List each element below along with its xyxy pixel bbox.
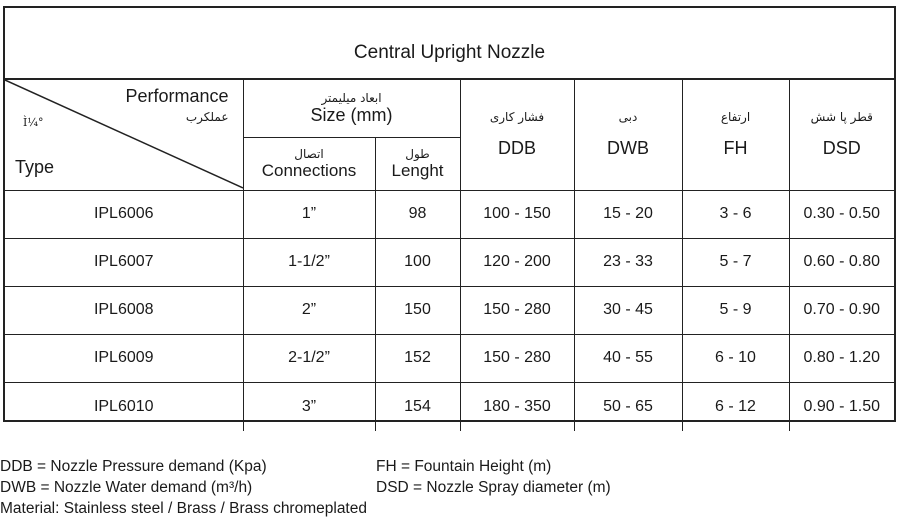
dwb-header	[574, 79, 682, 190]
fh-cell: 5 - 7	[682, 238, 789, 286]
table-row	[5, 286, 894, 334]
legend-ddb: DDB = Nozzle Pressure demand (Kpa)	[0, 458, 267, 475]
type-cell: IPL6008	[5, 286, 243, 334]
size-header	[243, 79, 460, 137]
spec-table	[5, 78, 894, 431]
length-cell: 150	[375, 286, 460, 334]
legend-row	[0, 456, 611, 477]
connection-cell: 3”	[243, 382, 375, 431]
fh-header	[682, 79, 789, 190]
type-cell: IPL6006	[5, 190, 243, 238]
dsd-cell: 0.90 - 1.50	[789, 382, 894, 431]
fh-cell: 6 - 10	[682, 334, 789, 382]
legend-row	[0, 477, 611, 498]
dwb-cell: 50 - 65	[574, 382, 682, 431]
ddb-header	[460, 79, 574, 190]
dsd-cell: 0.70 - 0.90	[789, 286, 894, 334]
dsd-cell: 0.60 - 0.80	[789, 238, 894, 286]
ddb-cell: 100 - 150	[460, 190, 574, 238]
dsd-cell: 0.80 - 1.20	[789, 334, 894, 382]
spec-table-frame	[3, 6, 896, 422]
legend	[0, 456, 611, 519]
dwb-label-fa: دبی	[618, 110, 638, 125]
length-cell: 98	[375, 190, 460, 238]
table-row	[5, 190, 894, 238]
table-title: Central Upright Nozzle	[353, 42, 546, 63]
dwb-cell: 23 - 33	[574, 238, 682, 286]
legend-dwb: DWB = Nozzle Water demand (m³/h)	[0, 479, 253, 496]
dwb-cell: 40 - 55	[574, 334, 682, 382]
type-cell: IPL6007	[5, 238, 243, 286]
size-label: Size (mm)	[310, 104, 393, 125]
length-header	[375, 137, 460, 190]
fh-cell: 5 - 9	[682, 286, 789, 334]
table-row	[5, 382, 894, 431]
dwb-cell: 30 - 45	[574, 286, 682, 334]
type-cell: IPL6010	[5, 382, 243, 431]
dwb-cell: 15 - 20	[574, 190, 682, 238]
ddb-cell: 150 - 280	[460, 286, 574, 334]
type-label: Type	[15, 156, 55, 177]
ddb-cell: 120 - 200	[460, 238, 574, 286]
performance-label-fa: عملکرب	[185, 110, 229, 124]
performance-label: Performance	[125, 86, 229, 106]
legend-fh: FH = Fountain Height (m)	[376, 458, 552, 475]
length-cell: 154	[375, 382, 460, 431]
legend-dsd: DSD = Nozzle Spray diameter (m)	[376, 479, 611, 496]
table-row	[5, 334, 894, 382]
dsd-header	[789, 79, 894, 190]
length-label-fa: طول	[405, 146, 430, 161]
ddb-label-fa: فشار کاری	[489, 110, 545, 125]
ddb-cell: 180 - 350	[460, 382, 574, 431]
length-cell: 100	[375, 238, 460, 286]
dsd-cell: 0.30 - 0.50	[789, 190, 894, 238]
type-cell: IPL6009	[5, 334, 243, 382]
connections-label: Connections	[261, 160, 357, 180]
legend-material: Material: Stainless steel / Brass / Brass chromeplated	[0, 500, 367, 517]
dsd-label-fa: قطر پا شش	[810, 110, 873, 125]
fh-label-fa: ارتفاع	[720, 110, 751, 125]
performance-type-header	[5, 79, 243, 190]
connection-cell: 1”	[243, 190, 375, 238]
connection-cell: 1-1/2”	[243, 238, 375, 286]
fh-label: FH	[723, 138, 748, 159]
ddb-label: DDB	[497, 138, 536, 159]
connection-cell: 2”	[243, 286, 375, 334]
garbled-glyph: Ì¼°	[23, 116, 44, 129]
connections-header	[243, 137, 375, 190]
header-row-1	[5, 79, 894, 137]
connection-cell: 2-1/2”	[243, 334, 375, 382]
length-cell: 152	[375, 334, 460, 382]
length-label: Lenght	[391, 160, 444, 180]
ddb-cell: 150 - 280	[460, 334, 574, 382]
connections-label-fa: اتصال	[294, 146, 324, 161]
dwb-label: DWB	[607, 138, 649, 159]
size-label-fa: ابعاد میلیمتر	[321, 90, 382, 105]
table-row	[5, 238, 894, 286]
fh-cell: 3 - 6	[682, 190, 789, 238]
dsd-label: DSD	[822, 138, 861, 159]
fh-cell: 6 - 12	[682, 382, 789, 431]
